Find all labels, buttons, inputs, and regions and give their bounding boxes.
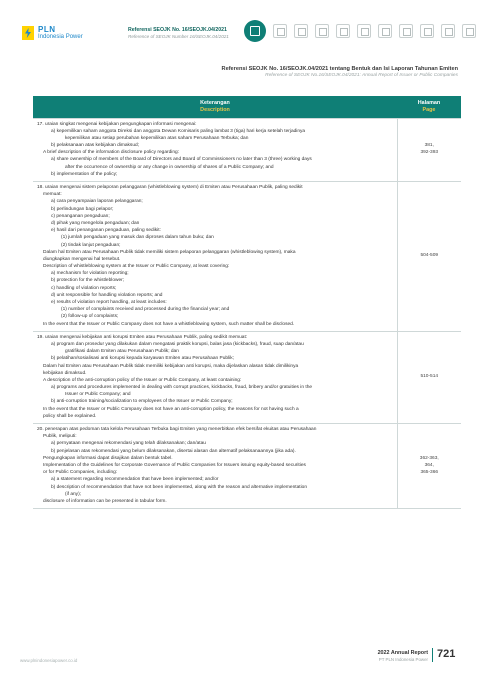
description-line: a) program dan prosedur yang dilakukan dalam mengatasi praktik korupsi, balas jasa (kickbacks), fraud, suap dan/atau — [51, 341, 304, 347]
description-line: In the event that the Issuer or Public Company does not have a whistleblowing system, such matter shall be disclosed. — [43, 321, 295, 327]
description-line: b) protection for the whistleblower; — [51, 278, 125, 284]
description-line: 18. uraian mengenai sistem pelaporan pelanggaran (whistleblowing system) di Emiten atau Perusahaan Publik, paling sedikit — [37, 185, 303, 190]
description-line: Publik, meliputi: — [43, 434, 77, 440]
description-line: a) pernyataan mengenai rekomendasi yang telah dilaksanakan; dan/atau — [51, 441, 206, 447]
description-line: (1) jumlah pengaduan yang masuk dan diproses dalam tahun buku; dan — [61, 235, 214, 241]
footer-divider — [432, 648, 433, 662]
reference-main: Referensi SEOJK No. 16/SEOJK.04/2021 — [128, 27, 227, 33]
report-icon[interactable] — [399, 24, 413, 38]
description-line: diungkapkan mengenai hal tersebut. — [43, 256, 121, 262]
row-page-reference[interactable]: 510-514 — [397, 331, 461, 423]
description-line: kepemilikan atau setiap perubahan kepemilikan atas saham Perusahaan Terbuka; dan — [65, 135, 249, 141]
footer-url[interactable]: www.plnindonesiapower.co.id — [20, 658, 78, 663]
description-line: Dalam hal Emiten atau Perusahaan Publik tidak memiliki sistem pelaporan pelanggaran (whistleblowing system), maka — [43, 249, 296, 255]
description-line: 17. uraian singkat mengenai kebijakan pengungkapan informasi mengenai: — [37, 121, 197, 127]
description-line: A brief description of the information disclosure policy regarding: — [43, 150, 179, 156]
description-line: b) perlindungan bagi pelapor; — [51, 206, 114, 212]
reference-label — [128, 27, 229, 39]
description-line: A description of the anti-corruption policy of the Issuer or Public Company, at least containing: — [43, 377, 242, 383]
description-line: disclosure of information can be presented in tabular form. — [43, 498, 167, 504]
description-line: 19. uraian mengenai kebijakan anti korupsi Emiten atau Perusahaan Publik, paling sedikit memuat: — [37, 334, 248, 340]
description-line: e) results of violation report handling, at least includes: — [51, 300, 167, 305]
chapter-navigation — [244, 20, 476, 42]
description-line: In the event that the Issuer or Public Company does not have an anti-corruption policy, the reasons for not having such a — [43, 406, 299, 412]
description-line: b) pelaksanaan atas kebijakan dimaksud; — [51, 143, 139, 149]
description-line: Description of whistleblowing system at the Issuer or Public Company, at least covering: — [43, 264, 230, 270]
grid-icon[interactable] — [420, 24, 434, 38]
description-line: a) a statement regarding recommendation that have been implemented; and/or — [51, 477, 219, 483]
sun-icon[interactable] — [294, 24, 308, 38]
description-line: a) mechanism for violation reporting; — [51, 271, 129, 277]
reference-table — [33, 96, 461, 509]
description-line: a) programs and procedures implemented in dealing with corrupt practices, kickbacks, fraud, bribery and/or gratuities in the — [51, 385, 313, 391]
gear-icon[interactable] — [378, 24, 392, 38]
table-header-row — [33, 96, 461, 118]
description-line: d) pihak yang mengelola pengaduan; dan — [51, 220, 140, 226]
description-line: Implementation of the Guidelines for Corporate Governance of Public Companies for Issuers issuing equity-based securities — [43, 462, 306, 468]
title-main: Referensi SEOJK No. 16/SEOJK.04/2021 tentang Bentuk dan Isi Laporan Tahunan Emiten — [221, 66, 458, 72]
reference-sub: Reference of SEOJK Number 16/SEOJK.04/2021 — [128, 33, 229, 39]
header-description: Keterangan Description — [33, 96, 397, 118]
description-line: b) implementation of the policy; — [51, 171, 118, 177]
document-icon[interactable] — [273, 24, 287, 38]
table-row — [33, 331, 461, 423]
description-line: (2) follow-up of complaints; — [61, 314, 119, 320]
description-line: kebijakan dimaksud. — [43, 370, 87, 376]
row-description — [33, 424, 397, 509]
footer-report — [378, 650, 428, 663]
description-line: b) anti-corruption training/socialization to employees of the Issuer or Public Company; — [51, 399, 233, 405]
footer-report-sub: PT PLN Indonesia Power — [378, 657, 428, 663]
description-line: b) pelatihan/sosialisasi anti korupsi kepada karyawan Emiten atau Perusahaan Publik; — [51, 356, 234, 362]
description-line: or for Public Companies, including: — [43, 470, 118, 476]
row-page-reference[interactable]: 504-509 — [397, 182, 461, 332]
logo-name: PLN — [38, 25, 56, 34]
description-line: e) hasil dari penanganan pengaduan, paling sedikit: — [51, 228, 161, 234]
description-line: Dalam hal Emiten atau Perusahaan Publik tidak memiliki kebijakan anti korupsi, maka dijelaskan alasan tidak dimilikinya — [43, 363, 299, 369]
description-line: a) share ownership of members of the Board of Directors and Board of Commissioners no later than 3 (three) working days — [51, 157, 312, 163]
chart-icon[interactable] — [315, 24, 329, 38]
building-icon[interactable] — [357, 24, 371, 38]
row-page-reference[interactable]: 362-363, 364, 365-366 — [397, 424, 461, 509]
description-line: (if any); — [65, 491, 81, 497]
lightning-icon — [22, 26, 34, 40]
row-description — [33, 331, 397, 423]
description-line: b) description of recommendation that have not been implemented, along with the reason and alternative implementation — [51, 484, 307, 490]
description-line: c) penanganan pengaduan; — [51, 213, 110, 219]
description-line: gratifikasi dalam Emiten atau Perusahaan Publik; dan — [65, 349, 179, 355]
table-row — [33, 182, 461, 332]
people-icon[interactable] — [336, 24, 350, 38]
row-description — [33, 118, 397, 182]
table-row — [33, 424, 461, 509]
description-line: Pengungkapan informasi dapat disajikan dalam bentuk tabel. — [43, 455, 173, 461]
page-header — [0, 0, 480, 62]
page-number: 721 — [437, 648, 456, 660]
header-page: Halaman Page — [397, 96, 461, 118]
row-description — [33, 182, 397, 332]
description-line: c) handling of violation reports; — [51, 285, 117, 291]
description-line: d) unit responsible for handling violation reports; and — [51, 292, 163, 298]
title-sub: Reference of SEOJK No.16/SEOJK.04/2021: Annual Report of Issuer or Public Companies — [265, 73, 458, 79]
description-line: 20. penerapan atas pedoman tata kelola Perusahaan Terbuka bagi Emiten yang menerbitkan efek bersifat ekuitas atau Perusahaan — [37, 427, 317, 432]
description-line: Issuer or Public Company; and — [65, 392, 131, 398]
footer-report-title: 2022 Annual Report — [377, 650, 428, 656]
table-row — [33, 118, 461, 182]
description-line: a) cara penyampaian laporan pelanggaran; — [51, 199, 143, 205]
leaf-icon[interactable] — [462, 24, 476, 38]
row-page-reference[interactable]: 381, 392-393 — [397, 118, 461, 182]
page-title — [222, 66, 458, 80]
description-line: a) kepemilikan saham anggota Direksi dan anggota Dewan Komisaris paling lambat 3 (tiga) hari kerja setelah terjadinya — [51, 128, 306, 134]
logo-subtitle: Indonesia Power — [38, 34, 83, 40]
book-icon[interactable] — [441, 24, 455, 38]
description-line: after the occurrence of ownership or any change in ownership of shares of a Public Company; and — [65, 164, 274, 170]
description-line: (1) number of complaints received and processed during the financial year; and — [61, 307, 230, 313]
home-icon[interactable] — [244, 20, 266, 42]
description-line: (2) tindak lanjut pengaduan; — [61, 242, 121, 248]
description-line: policy shall be explained. — [43, 413, 97, 419]
description-line: memuat: — [43, 192, 62, 198]
description-line: b) penjelasan atas rekomendasi yang belum dilaksanakan, disertai alasan dan alternatif pelaksanaannya (jika ada). — [51, 448, 296, 454]
pln-logo[interactable] — [22, 26, 83, 40]
